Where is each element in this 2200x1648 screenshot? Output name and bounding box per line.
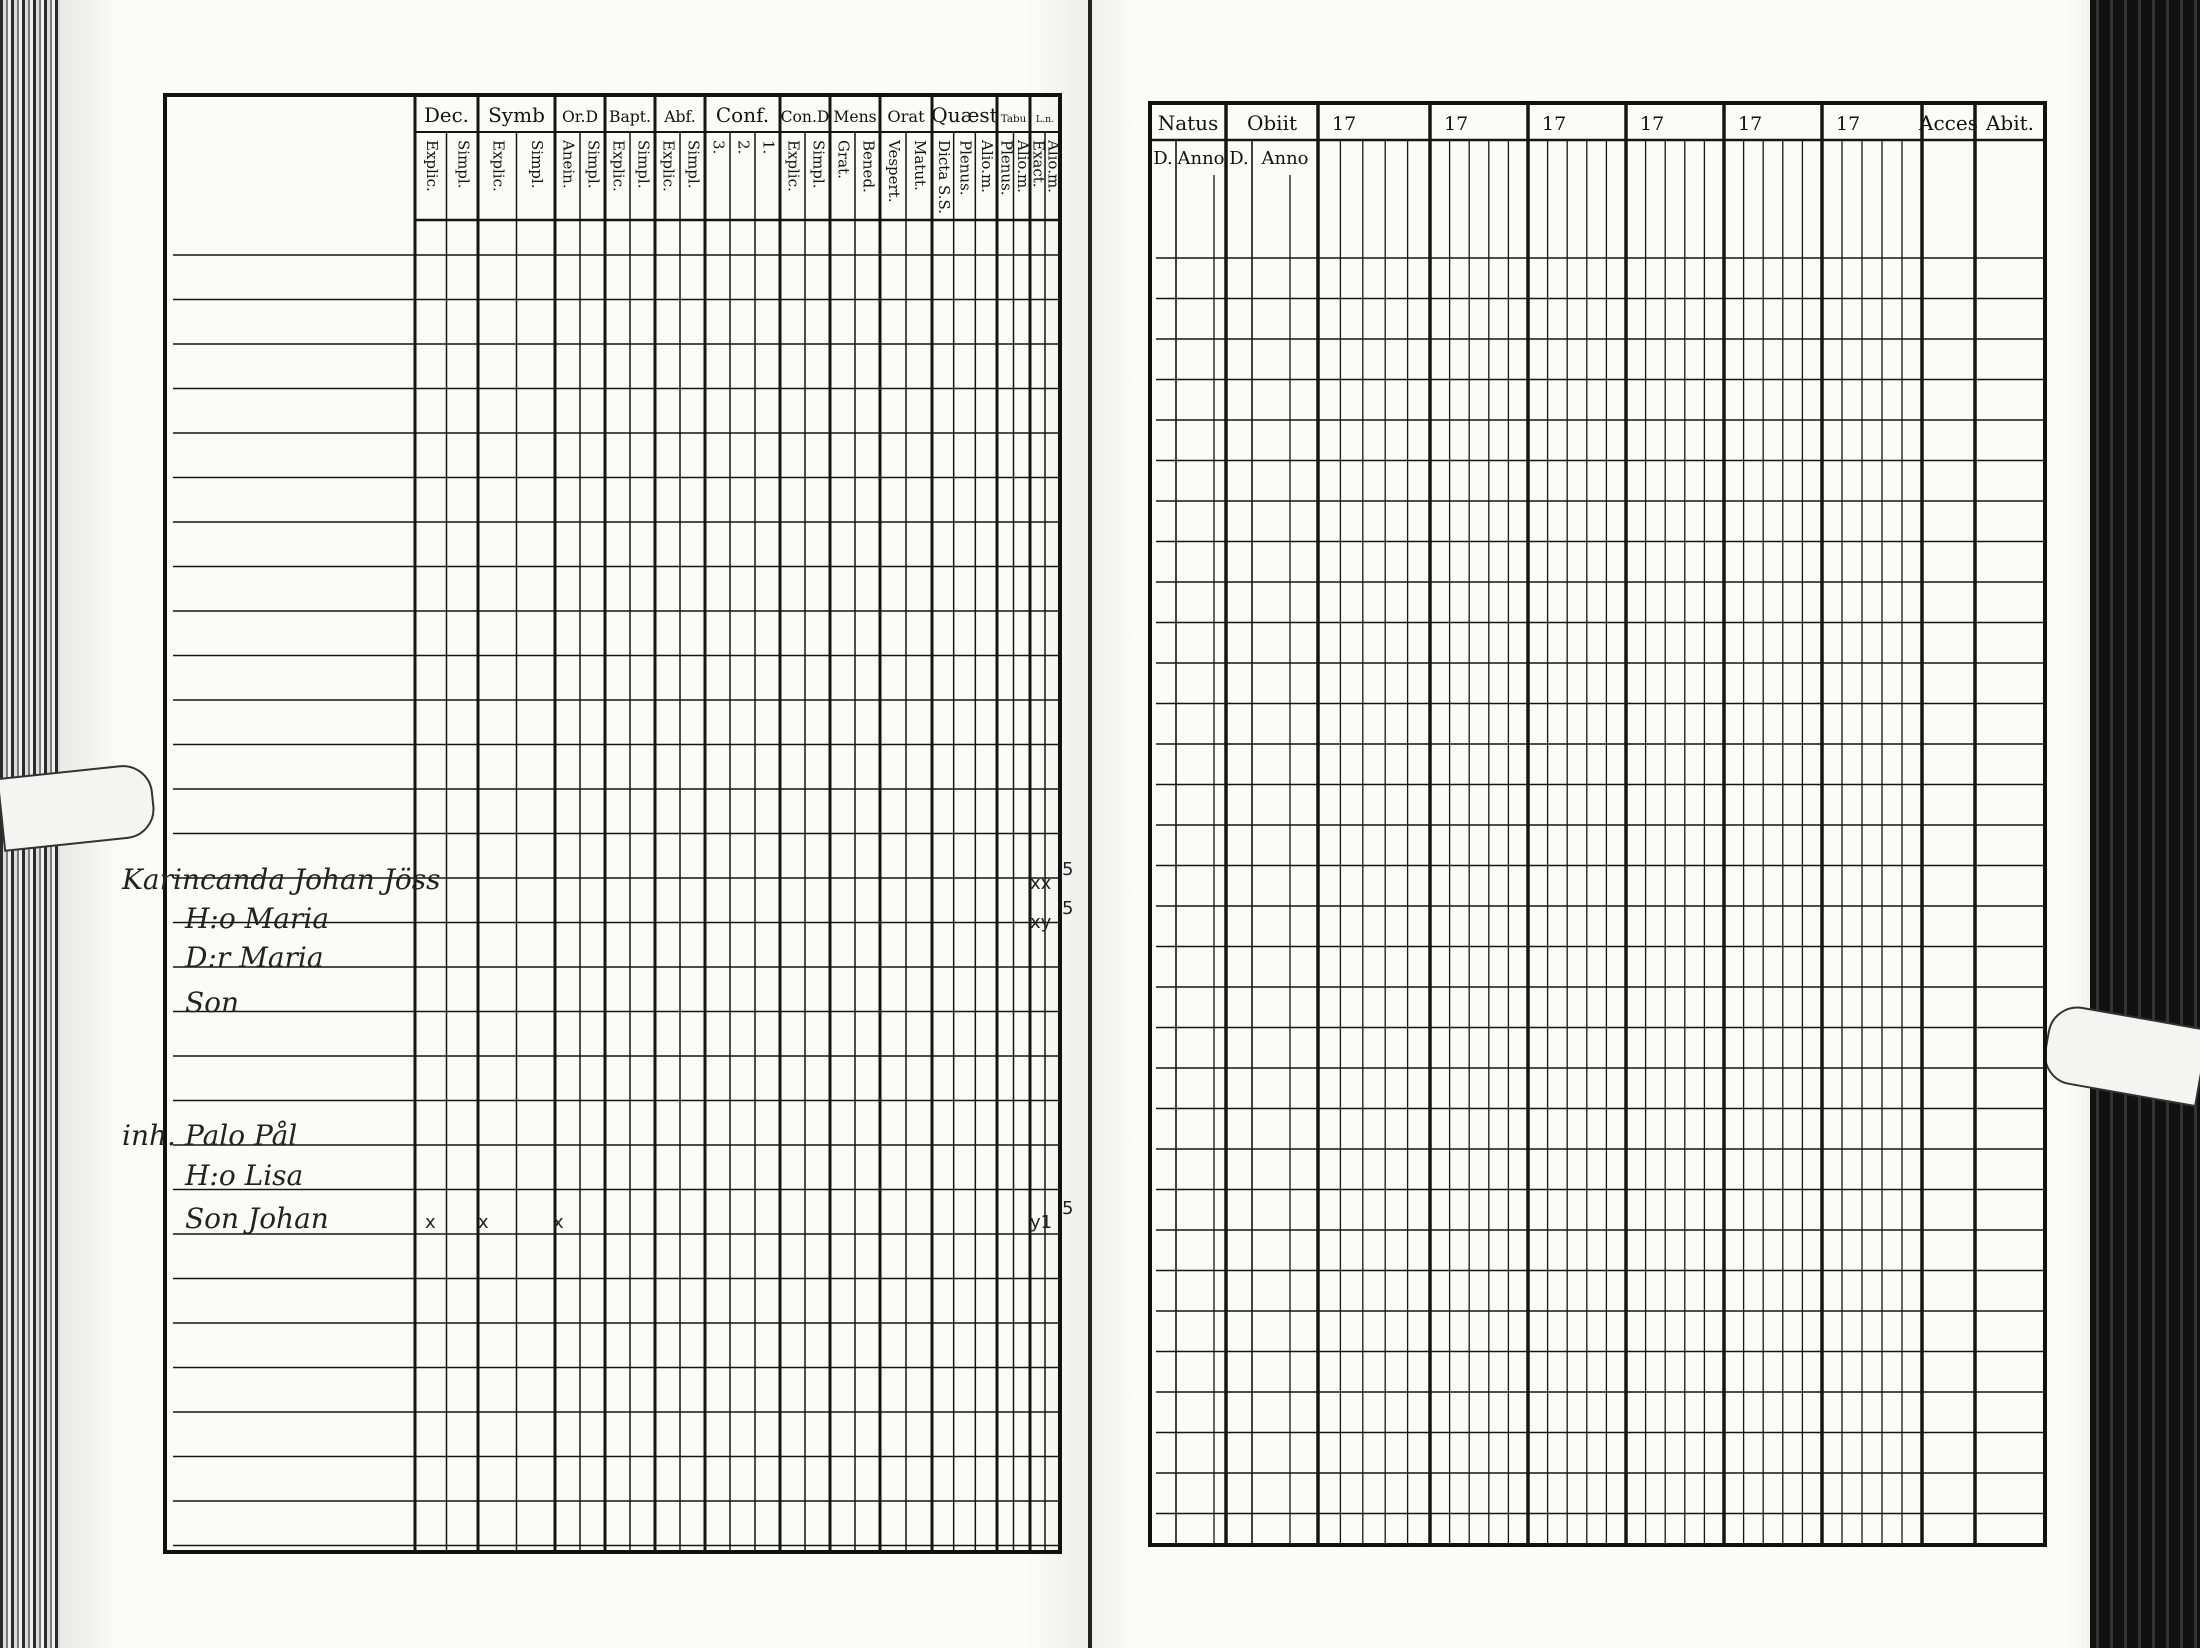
left-group-label: Conf. [715, 103, 770, 127]
left-sub-label: Simpl. [454, 140, 473, 189]
right-group-label: 17 [1542, 113, 1567, 135]
left-group-label: L.n. [1035, 114, 1055, 125]
left-sub-label: Anein. [559, 140, 578, 189]
right-group-label: Natus [1157, 111, 1219, 135]
left-group-label: Tabu [1000, 113, 1027, 125]
left-sub-label: Matut. [911, 140, 929, 191]
entry-prefix: inh. [122, 1119, 176, 1152]
right-group-label: 17 [1738, 113, 1763, 135]
left-group-label: Orat [887, 107, 925, 126]
entry-marks: xx [1030, 873, 1052, 894]
entry-name: H:o Maria [185, 902, 330, 935]
left-sub-label: 2. [734, 140, 753, 155]
left-sub-label: Plenus. [956, 140, 975, 196]
entry-name: Son Johan [185, 1202, 329, 1235]
entry-cross-mark: x [425, 1212, 436, 1233]
entry-cross-mark: x [553, 1212, 564, 1233]
left-table-border [165, 95, 1060, 1552]
entry-name: Son [185, 986, 240, 1019]
right-group-label: 17 [1640, 113, 1665, 135]
right-group-label: 17 [1444, 113, 1469, 135]
entry-superscript: 5 [1062, 898, 1074, 919]
entry-marks: y1 [1030, 1212, 1053, 1233]
left-sub-label: Alio.m. [1013, 140, 1032, 193]
left-sub-label: Simpl. [634, 140, 653, 189]
right-group-label: Abit. [1985, 111, 2035, 135]
left-sub-label: Explic. [422, 140, 441, 192]
right-sub-label: Anno [1261, 148, 1309, 169]
right-sub-label: D. [1153, 148, 1173, 169]
left-group-label: Con.D [780, 108, 830, 126]
left-sub-label: Simpl. [584, 140, 603, 189]
left-sub-label: Bened. [859, 140, 878, 193]
left-sub-label: Explic. [784, 140, 803, 192]
left-sub-label: Alio.m. [978, 140, 997, 193]
left-sub-label: Simpl. [809, 140, 828, 189]
entry-superscript: 5 [1062, 859, 1074, 880]
entry-name: H:o Lisa [185, 1159, 304, 1192]
left-sub-label: Simpl. [684, 140, 703, 189]
left-sub-label: Plenus. [997, 140, 1016, 196]
entry-superscript: 5 [1062, 1198, 1074, 1219]
right-sub-label: Anno [1177, 148, 1225, 169]
left-sub-label: Vespert. [885, 140, 903, 203]
left-group-label: Quæst [931, 103, 998, 127]
left-sub-label: Explic. [659, 140, 678, 192]
left-sub-label: Explic. [489, 140, 508, 192]
left-group-label: Abf. [664, 108, 696, 126]
left-sub-label: Grat. [834, 140, 853, 179]
left-sub-label: Dicta S.S. [934, 140, 953, 214]
right-group-label: Acces [1919, 111, 1978, 135]
left-group-label: Mens [833, 108, 877, 126]
left-group-label: Or.D [561, 108, 599, 126]
entry-name: Palo Pål [185, 1119, 298, 1152]
right-group-label: 17 [1332, 113, 1357, 135]
right-group-label: Obiit [1246, 111, 1298, 135]
left-group-label: Symb [488, 103, 545, 127]
left-sub-label: Exact. [1029, 140, 1048, 188]
entry-cross-mark: x [478, 1212, 489, 1233]
left-sub-label: 1. [759, 140, 778, 155]
left-sub-label: Simpl. [527, 140, 546, 189]
left-group-label: Bapt. [608, 108, 652, 126]
left-sub-label: Alio.m. [1044, 140, 1063, 193]
right-table-border [1150, 103, 2045, 1545]
entry-marks: xy [1030, 912, 1052, 933]
entry-name: Karincanda Johan Jöss [122, 863, 441, 896]
left-group-label: Dec. [424, 104, 469, 127]
entry-name: D:r Maria [185, 941, 324, 974]
right-group-label: 17 [1836, 113, 1861, 135]
right-sub-label: D. [1229, 148, 1249, 169]
left-sub-label: Explic. [609, 140, 628, 192]
left-sub-label: 3. [709, 140, 728, 155]
